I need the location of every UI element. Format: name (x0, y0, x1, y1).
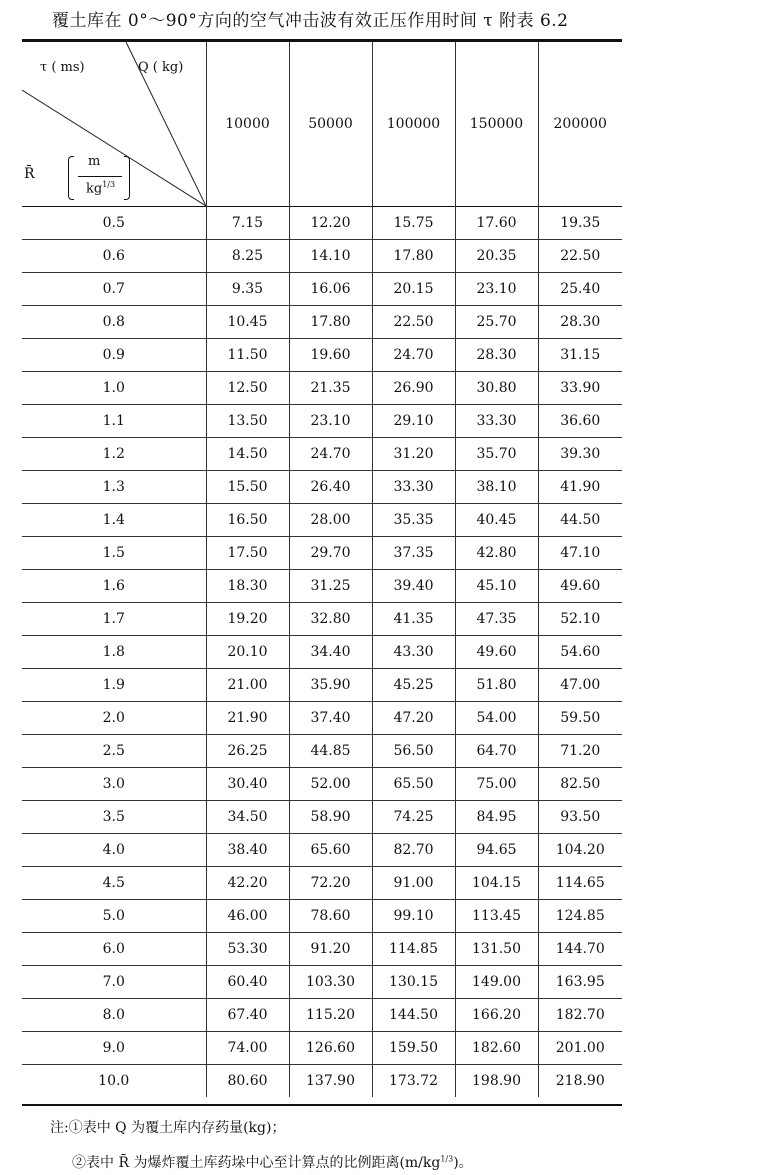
table-cell: 18.30 (206, 570, 289, 603)
table-row (22, 801, 622, 834)
table-cell: 31.20 (372, 438, 455, 471)
table-row (22, 1065, 622, 1098)
unit-expression (60, 152, 132, 202)
table-cell: 13.50 (206, 405, 289, 438)
table-cell: 44.85 (289, 735, 372, 768)
table-cell: 75.00 (455, 768, 538, 801)
table-cell: 71.20 (538, 735, 622, 768)
table-row (22, 669, 622, 702)
table-cell: 74.00 (206, 1032, 289, 1065)
table-cell: 28.30 (455, 339, 538, 372)
row-r-value: 0.6 (22, 240, 206, 273)
table-cell: 93.50 (538, 801, 622, 834)
r-label: R̄ (24, 166, 35, 182)
table-cell: 33.90 (538, 372, 622, 405)
table-cell: 25.40 (538, 273, 622, 306)
table-cell: 9.35 (206, 273, 289, 306)
table-cell: 47.20 (372, 702, 455, 735)
table-cell: 104.20 (538, 834, 622, 867)
table-row (22, 570, 622, 603)
right-paren (124, 156, 130, 200)
table-cell: 65.60 (289, 834, 372, 867)
table-cell: 198.90 (455, 1065, 538, 1098)
column-header: 200000 (538, 42, 622, 207)
table-cell: 45.25 (372, 669, 455, 702)
table-cell: 34.40 (289, 636, 372, 669)
unit-numerator: m (88, 154, 101, 169)
table-cell: 25.70 (455, 306, 538, 339)
table-cell: 201.00 (538, 1032, 622, 1065)
header-row (22, 42, 622, 207)
table-cell: 65.50 (372, 768, 455, 801)
table-cell: 32.80 (289, 603, 372, 636)
table-cell: 33.30 (455, 405, 538, 438)
table-cell: 28.30 (538, 306, 622, 339)
table-cell: 39.30 (538, 438, 622, 471)
table-cell: 44.50 (538, 504, 622, 537)
table-cell: 104.15 (455, 867, 538, 900)
table-row (22, 834, 622, 867)
table-cell: 10.45 (206, 306, 289, 339)
table-cell: 54.00 (455, 702, 538, 735)
table-cell: 82.70 (372, 834, 455, 867)
table-cell: 11.50 (206, 339, 289, 372)
table-cell: 12.20 (289, 207, 372, 240)
table-bottom-rule (22, 1104, 622, 1106)
table-row (22, 1032, 622, 1065)
table-cell: 58.90 (289, 801, 372, 834)
table-cell: 7.15 (206, 207, 289, 240)
table-cell: 103.30 (289, 966, 372, 999)
unit-denominator: $kg^{1/3}$ (86, 180, 116, 197)
row-r-value: 1.7 (22, 603, 206, 636)
table-cell: 17.60 (455, 207, 538, 240)
table-row (22, 240, 622, 273)
row-r-value: 1.4 (22, 504, 206, 537)
table-cell: 47.00 (538, 669, 622, 702)
table-cell: 26.25 (206, 735, 289, 768)
table-cell: 91.00 (372, 867, 455, 900)
table-cell: 163.95 (538, 966, 622, 999)
table-row (22, 339, 622, 372)
left-paren (68, 156, 74, 200)
table-cell: 20.35 (455, 240, 538, 273)
row-r-value: 0.9 (22, 339, 206, 372)
table-cell: 26.40 (289, 471, 372, 504)
table-row (22, 999, 622, 1032)
table-cell: 42.20 (206, 867, 289, 900)
table-row (22, 768, 622, 801)
table-row (22, 372, 622, 405)
table-cell: 60.40 (206, 966, 289, 999)
table-cell: 35.70 (455, 438, 538, 471)
table-cell: 17.80 (289, 306, 372, 339)
table-cell: 14.10 (289, 240, 372, 273)
table-cell: 39.40 (372, 570, 455, 603)
table-cell: 24.70 (372, 339, 455, 372)
table-row (22, 306, 622, 339)
row-r-value: 1.6 (22, 570, 206, 603)
table-cell: 82.50 (538, 768, 622, 801)
table-cell: 26.90 (372, 372, 455, 405)
table-cell: 131.50 (455, 933, 538, 966)
table-cell: 41.90 (538, 471, 622, 504)
table-cell: 94.65 (455, 834, 538, 867)
table-row (22, 900, 622, 933)
row-r-value: 3.5 (22, 801, 206, 834)
table-cell: 91.20 (289, 933, 372, 966)
table-cell: 144.70 (538, 933, 622, 966)
row-r-value: 1.5 (22, 537, 206, 570)
corner-header (22, 42, 206, 207)
table-cell: 182.70 (538, 999, 622, 1032)
row-r-value: 1.0 (22, 372, 206, 405)
table-cell: 17.80 (372, 240, 455, 273)
table-title: 覆土库在 0°～90°方向的空气冲击波有效正压作用时间 τ 附表 6.2 (52, 11, 569, 31)
row-r-value: 4.0 (22, 834, 206, 867)
table-cell: 24.70 (289, 438, 372, 471)
table-cell: 28.00 (289, 504, 372, 537)
table-cell: 99.10 (372, 900, 455, 933)
table-cell: 59.50 (538, 702, 622, 735)
table-cell: 14.50 (206, 438, 289, 471)
data-table (22, 42, 622, 1097)
column-header: 10000 (206, 42, 289, 207)
table-cell: 16.50 (206, 504, 289, 537)
table-cell: 21.90 (206, 702, 289, 735)
column-header: 100000 (372, 42, 455, 207)
table-cell: 182.60 (455, 1032, 538, 1065)
tau-label: τ ( ms) (40, 60, 85, 75)
table-cell: 47.10 (538, 537, 622, 570)
table-cell: 36.60 (538, 405, 622, 438)
table-cell: 166.20 (455, 999, 538, 1032)
table-cell: 46.00 (206, 900, 289, 933)
table-cell: 21.00 (206, 669, 289, 702)
table-row (22, 966, 622, 999)
table-row (22, 207, 622, 240)
table-cell: 218.90 (538, 1065, 622, 1098)
table-cell: 16.06 (289, 273, 372, 306)
table-cell: 31.25 (289, 570, 372, 603)
table-cell: 38.40 (206, 834, 289, 867)
row-r-value: 0.8 (22, 306, 206, 339)
table-cell: 20.15 (372, 273, 455, 306)
table-cell: 30.80 (455, 372, 538, 405)
table-row (22, 867, 622, 900)
table-cell: 31.15 (538, 339, 622, 372)
column-header: 50000 (289, 42, 372, 207)
table-cell: 49.60 (455, 636, 538, 669)
table-cell: 23.10 (455, 273, 538, 306)
row-r-value: 7.0 (22, 966, 206, 999)
table-row (22, 702, 622, 735)
table-cell: 30.40 (206, 768, 289, 801)
table-cell: 15.50 (206, 471, 289, 504)
table-cell: 52.10 (538, 603, 622, 636)
table-cell: 29.70 (289, 537, 372, 570)
table-cell: 124.85 (538, 900, 622, 933)
table-cell: 20.10 (206, 636, 289, 669)
table-cell: 47.35 (455, 603, 538, 636)
table-row (22, 438, 622, 471)
table-cell: 149.00 (455, 966, 538, 999)
table-cell: 41.35 (372, 603, 455, 636)
table-cell: 144.50 (372, 999, 455, 1032)
table-cell: 113.45 (455, 900, 538, 933)
table-cell: 115.20 (289, 999, 372, 1032)
table-cell: 130.15 (372, 966, 455, 999)
table-cell: 126.60 (289, 1032, 372, 1065)
table-row (22, 933, 622, 966)
row-r-value: 1.3 (22, 471, 206, 504)
table-cell: 12.50 (206, 372, 289, 405)
table-cell: 64.70 (455, 735, 538, 768)
table-cell: 15.75 (372, 207, 455, 240)
row-r-value: 10.0 (22, 1065, 206, 1098)
table-cell: 33.30 (372, 471, 455, 504)
row-r-value: 0.7 (22, 273, 206, 306)
table-cell: 40.45 (455, 504, 538, 537)
table-cell: 23.10 (289, 405, 372, 438)
table-row (22, 537, 622, 570)
row-r-value: 2.0 (22, 702, 206, 735)
table-cell: 37.35 (372, 537, 455, 570)
note-1: 注:①表中 Q 为覆土库内存药量(kg)； (50, 1120, 286, 1136)
table-cell: 42.80 (455, 537, 538, 570)
table-cell: 38.10 (455, 471, 538, 504)
table-cell: 114.85 (372, 933, 455, 966)
note-2: ②表中 R̄ 为爆炸覆土库药垛中心至计算点的比例距离$(m/kg^{1/3})$。 (72, 1154, 473, 1171)
unit-exponent: 1/3 (102, 180, 116, 189)
row-r-value: 1.1 (22, 405, 206, 438)
table-cell: 137.90 (289, 1065, 372, 1098)
table-row (22, 735, 622, 768)
table-cell: 21.35 (289, 372, 372, 405)
row-r-value: 9.0 (22, 1032, 206, 1065)
table-cell: 37.40 (289, 702, 372, 735)
table-cell: 54.60 (538, 636, 622, 669)
table-row (22, 471, 622, 504)
row-r-value: 1.2 (22, 438, 206, 471)
row-r-value: 8.0 (22, 999, 206, 1032)
table-cell: 49.60 (538, 570, 622, 603)
table-cell: 53.30 (206, 933, 289, 966)
row-r-value: 4.5 (22, 867, 206, 900)
q-label: Q ( kg) (138, 60, 184, 75)
table-cell: 173.72 (372, 1065, 455, 1098)
table-cell: 45.10 (455, 570, 538, 603)
table-cell: 114.65 (538, 867, 622, 900)
table-cell: 51.80 (455, 669, 538, 702)
table-cell: 22.50 (372, 306, 455, 339)
table-cell: 17.50 (206, 537, 289, 570)
row-r-value: 1.9 (22, 669, 206, 702)
column-header: 150000 (455, 42, 538, 207)
table-cell: 80.60 (206, 1065, 289, 1098)
table-row (22, 636, 622, 669)
table-cell: 72.20 (289, 867, 372, 900)
table-cell: 8.25 (206, 240, 289, 273)
table-row (22, 504, 622, 537)
row-r-value: 0.5 (22, 207, 206, 240)
table-cell: 34.50 (206, 801, 289, 834)
table-cell: 159.50 (372, 1032, 455, 1065)
table-cell: 56.50 (372, 735, 455, 768)
table-cell: 74.25 (372, 801, 455, 834)
row-r-value: 1.8 (22, 636, 206, 669)
table-cell: 35.90 (289, 669, 372, 702)
table-row (22, 405, 622, 438)
table-cell: 43.30 (372, 636, 455, 669)
row-r-value: 5.0 (22, 900, 206, 933)
row-r-value: 6.0 (22, 933, 206, 966)
fraction-bar (78, 176, 122, 177)
note-exponent: 1/3 (440, 1154, 454, 1164)
table-cell: 35.35 (372, 504, 455, 537)
table-cell: 29.10 (372, 405, 455, 438)
table-cell: 19.35 (538, 207, 622, 240)
table-cell: 67.40 (206, 999, 289, 1032)
table-cell: 19.60 (289, 339, 372, 372)
table-cell: 52.00 (289, 768, 372, 801)
table-row (22, 273, 622, 306)
table-cell: 78.60 (289, 900, 372, 933)
table-row (22, 603, 622, 636)
row-r-value: 2.5 (22, 735, 206, 768)
row-r-value: 3.0 (22, 768, 206, 801)
table-cell: 84.95 (455, 801, 538, 834)
table-cell: 22.50 (538, 240, 622, 273)
table-cell: 19.20 (206, 603, 289, 636)
